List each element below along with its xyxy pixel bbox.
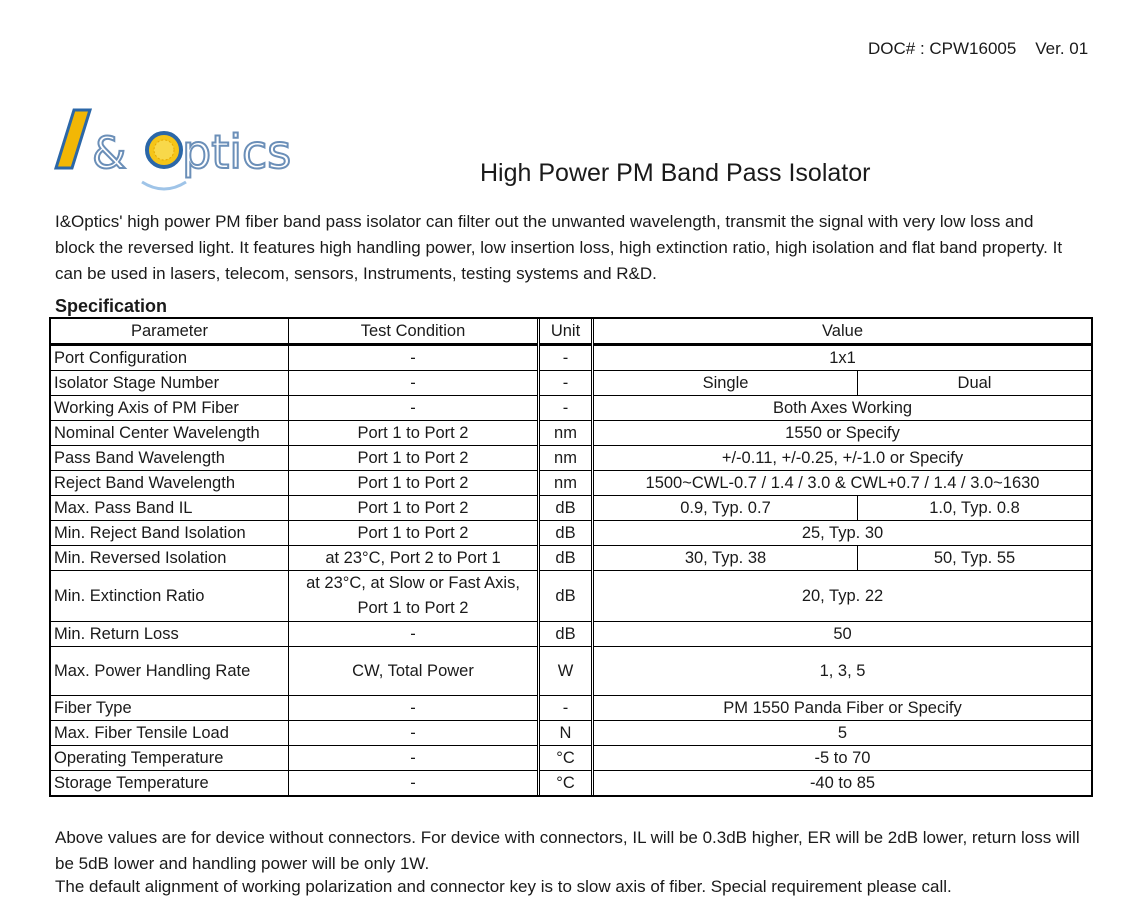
param-cell: Max. Power Handling Rate bbox=[51, 647, 289, 696]
value-cell: 1500~CWL-0.7 / 1.4 / 3.0 & CWL+0.7 / 1.4 / 3.0~1630 bbox=[593, 471, 1092, 496]
param-cell: Isolator Stage Number bbox=[51, 371, 289, 396]
value-cell: +/-0.11, +/-0.25, +/-1.0 or Specify bbox=[593, 446, 1092, 471]
param-cell: Max. Fiber Tensile Load bbox=[51, 721, 289, 746]
value-cell: -40 to 85 bbox=[593, 771, 1092, 796]
unit-cell: nm bbox=[539, 471, 593, 496]
condition-cell: - bbox=[289, 696, 539, 721]
param-cell: Operating Temperature bbox=[51, 746, 289, 771]
param-cell: Pass Band Wavelength bbox=[51, 446, 289, 471]
header-unit: Unit bbox=[539, 319, 593, 345]
unit-cell: dB bbox=[539, 622, 593, 647]
value-single-cell: Single bbox=[593, 371, 858, 396]
param-cell: Min. Reversed Isolation bbox=[51, 546, 289, 571]
table-row bbox=[51, 471, 1092, 496]
param-cell: Port Configuration bbox=[51, 345, 289, 371]
value-cell: 20, Typ. 22 bbox=[593, 571, 1092, 622]
unit-cell: - bbox=[539, 345, 593, 371]
unit-cell: dB bbox=[539, 571, 593, 622]
unit-cell: °C bbox=[539, 771, 593, 796]
table-row bbox=[51, 771, 1092, 796]
value-cell: 5 bbox=[593, 721, 1092, 746]
condition-cell: Port 1 to Port 2 bbox=[289, 521, 539, 546]
table-row bbox=[51, 647, 1092, 696]
table-row bbox=[51, 546, 1092, 571]
value-dual-cell: 1.0, Typ. 0.8 bbox=[858, 496, 1092, 521]
unit-cell: nm bbox=[539, 446, 593, 471]
value-cell: -5 to 70 bbox=[593, 746, 1092, 771]
header-parameter: Parameter bbox=[51, 319, 289, 345]
unit-cell: - bbox=[539, 396, 593, 421]
param-cell: Max. Pass Band IL bbox=[51, 496, 289, 521]
condition-cell: - bbox=[289, 721, 539, 746]
table-row bbox=[51, 571, 1092, 622]
condition-cell: Port 1 to Port 2 bbox=[289, 446, 539, 471]
param-cell: Fiber Type bbox=[51, 696, 289, 721]
condition-cell: at 23°C, Port 2 to Port 1 bbox=[289, 546, 539, 571]
table-row bbox=[51, 371, 1092, 396]
value-cell: 1550 or Specify bbox=[593, 421, 1092, 446]
doc-number-text: DOC# : CPW16005 bbox=[868, 39, 1017, 58]
version-text: Ver. 01 bbox=[1035, 39, 1089, 58]
value-dual-cell: Dual bbox=[858, 371, 1092, 396]
table-row bbox=[51, 622, 1092, 647]
unit-cell: - bbox=[539, 371, 593, 396]
unit-cell: °C bbox=[539, 746, 593, 771]
param-cell: Storage Temperature bbox=[51, 771, 289, 796]
table-row bbox=[51, 396, 1092, 421]
value-cell: 1, 3, 5 bbox=[593, 647, 1092, 696]
value-cell: 50 bbox=[593, 622, 1092, 647]
specification-heading: Specification bbox=[55, 296, 168, 316]
unit-cell: dB bbox=[539, 521, 593, 546]
condition-cell: - bbox=[289, 371, 539, 396]
param-cell: Nominal Center Wavelength bbox=[51, 421, 289, 446]
unit-cell: - bbox=[539, 696, 593, 721]
svg-text:&: & bbox=[92, 128, 127, 179]
unit-cell: dB bbox=[539, 496, 593, 521]
table-row bbox=[51, 521, 1092, 546]
footnotes bbox=[55, 825, 1095, 900]
i-and-optics-logo-graphic bbox=[54, 104, 314, 194]
unit-cell: dB bbox=[539, 546, 593, 571]
condition-cell: Port 1 to Port 2 bbox=[289, 421, 539, 446]
condition-cell: - bbox=[289, 396, 539, 421]
footnote-alignment: The default alignment of working polarization and connector key is to slow axis of fiber. Special requirement please call. bbox=[55, 877, 952, 896]
condition-line-2: Port 1 to Port 2 bbox=[357, 599, 469, 617]
table-header-row bbox=[51, 319, 1092, 345]
table-row bbox=[51, 446, 1092, 471]
condition-line-1: at 23°C, at Slow or Fast Axis, bbox=[306, 574, 520, 592]
table-row bbox=[51, 345, 1092, 371]
value-cell: 1x1 bbox=[593, 345, 1092, 371]
value-cell: 25, Typ. 30 bbox=[593, 521, 1092, 546]
value-dual-cell: 50, Typ. 55 bbox=[858, 546, 1092, 571]
value-cell: PM 1550 Panda Fiber or Specify bbox=[593, 696, 1092, 721]
footnote-connectors: Above values are for device without connectors. For device with connectors, IL will be 0.3dB higher, ER will be 2dB lower, return loss will be 5dB lower and handling power will be only 1W. bbox=[55, 828, 1080, 873]
param-cell: Min. Reject Band Isolation bbox=[51, 521, 289, 546]
condition-cell bbox=[289, 571, 539, 622]
condition-cell: - bbox=[289, 746, 539, 771]
param-cell: Working Axis of PM Fiber bbox=[51, 396, 289, 421]
header-value: Value bbox=[593, 319, 1092, 345]
page-title: High Power PM Band Pass Isolator bbox=[480, 159, 871, 187]
specification-table bbox=[50, 318, 1092, 796]
table-row bbox=[51, 746, 1092, 771]
document-number bbox=[868, 39, 1088, 59]
table-row bbox=[51, 721, 1092, 746]
param-cell: Min. Extinction Ratio bbox=[51, 571, 289, 622]
table-row bbox=[51, 496, 1092, 521]
condition-cell: CW, Total Power bbox=[289, 647, 539, 696]
param-cell: Reject Band Wavelength bbox=[51, 471, 289, 496]
condition-cell: Port 1 to Port 2 bbox=[289, 496, 539, 521]
condition-cell: - bbox=[289, 345, 539, 371]
param-cell: Min. Return Loss bbox=[51, 622, 289, 647]
condition-cell: - bbox=[289, 622, 539, 647]
unit-cell: W bbox=[539, 647, 593, 696]
condition-cell: Port 1 to Port 2 bbox=[289, 471, 539, 496]
unit-cell: N bbox=[539, 721, 593, 746]
value-single-cell: 30, Typ. 38 bbox=[593, 546, 858, 571]
condition-cell: - bbox=[289, 771, 539, 796]
table-row bbox=[51, 696, 1092, 721]
value-single-cell: 0.9, Typ. 0.7 bbox=[593, 496, 858, 521]
svg-text:ptics: ptics bbox=[182, 125, 292, 179]
unit-cell: nm bbox=[539, 421, 593, 446]
value-cell: Both Axes Working bbox=[593, 396, 1092, 421]
header-test-condition: Test Condition bbox=[289, 319, 539, 345]
company-logo bbox=[54, 104, 314, 194]
table-row bbox=[51, 421, 1092, 446]
intro-paragraph: I&Optics' high power PM fiber band pass isolator can filter out the unwanted wavelength, transmit the signal with very low loss and block the reversed light. It features high handling power, low insertion loss, high extinction ratio, high isolation and flat band property. It can be used in lasers, telecom, sensors, Instruments, testing systems and R&D. bbox=[55, 212, 1063, 283]
